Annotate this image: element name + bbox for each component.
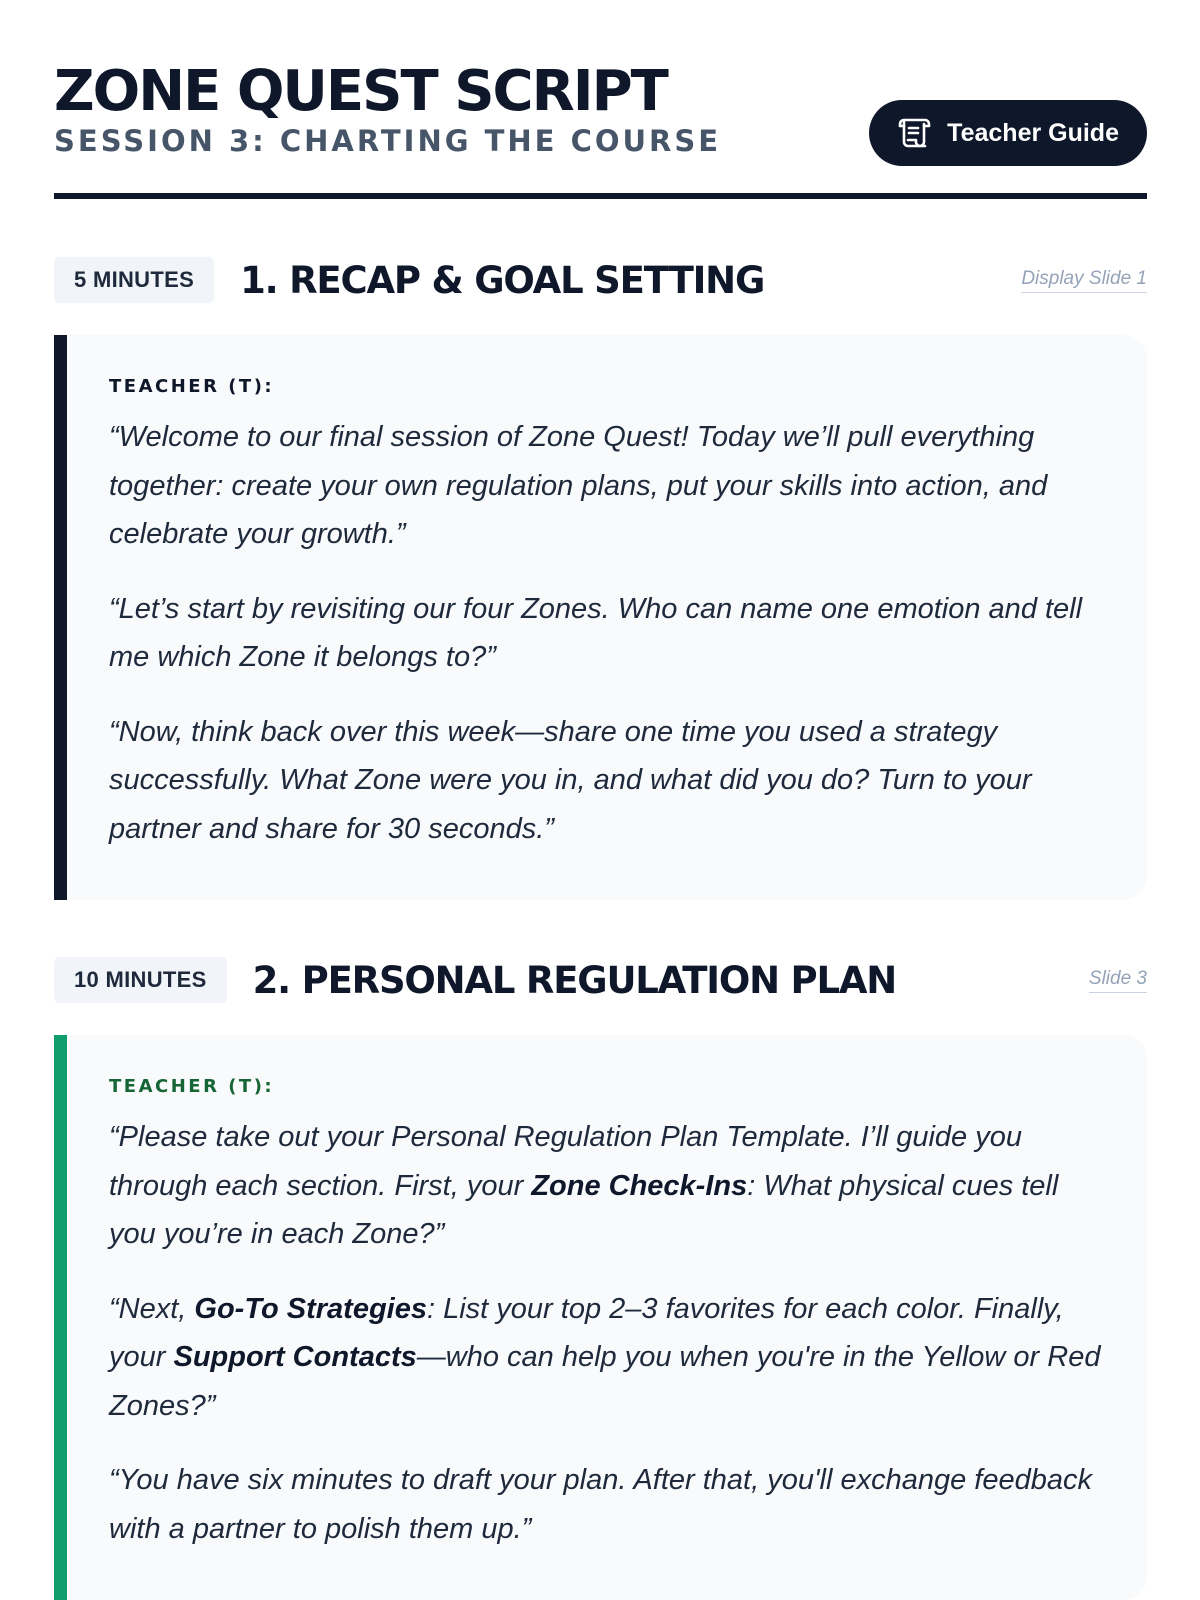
script-text: —who can help you when you're in the Yellow or Red Zones?” bbox=[109, 1341, 1101, 1422]
script-paragraph bbox=[109, 1113, 1103, 1259]
card-accent-bar bbox=[54, 1035, 67, 1600]
script-text: “Please take out your Personal Regulation Plan Template. I’ll guide you through each section. First, your bbox=[109, 1121, 1022, 1202]
teacher-guide-button[interactable] bbox=[869, 100, 1147, 166]
page-header bbox=[54, 52, 1147, 202]
script-text: : List your top 2–3 favorites for each color. Finally, your bbox=[109, 1292, 1064, 1373]
page-title: ZONE QUEST SCRIPT bbox=[54, 59, 667, 124]
scroll-icon bbox=[895, 114, 933, 152]
script-paragraph bbox=[109, 1456, 1103, 1553]
section-heading bbox=[54, 255, 1147, 305]
page-subtitle: SESSION 3: CHARTING THE COURSE bbox=[54, 124, 722, 158]
script-text: : What physical cues tell you you’re in each Zone?” bbox=[109, 1169, 1059, 1250]
script-text: “Next, bbox=[109, 1292, 195, 1325]
script-text: “Welcome to our final session of Zone Quest! Today we’ll pull everything together: create your own regulation plans, put your skills into action, and celebrate your growth.” bbox=[109, 421, 1048, 550]
emphasis-term: Support Contacts bbox=[173, 1341, 417, 1373]
script-card bbox=[54, 335, 1147, 900]
duration-badge: 5 MINUTES bbox=[54, 257, 214, 303]
script-paragraph bbox=[109, 413, 1103, 559]
section-title: 2. PERSONAL REGULATION PLAN bbox=[252, 958, 897, 1002]
speaker-label: TEACHER (T): bbox=[109, 1076, 275, 1097]
card-content bbox=[109, 375, 1103, 853]
script-paragraph bbox=[109, 585, 1103, 682]
section-heading bbox=[54, 955, 1147, 1005]
slide-link[interactable]: Slide 3 bbox=[1089, 968, 1147, 993]
display-slide-link[interactable]: Display Slide 1 bbox=[1021, 268, 1147, 293]
section-title: 1. RECAP & GOAL SETTING bbox=[240, 258, 765, 302]
script-paragraph bbox=[109, 708, 1103, 854]
emphasis-term: Zone Check-Ins bbox=[531, 1169, 748, 1202]
teacher-guide-label: Teacher Guide bbox=[947, 118, 1119, 147]
script-card bbox=[54, 1035, 1147, 1600]
card-accent-bar bbox=[54, 335, 67, 900]
script-paragraph bbox=[109, 1285, 1103, 1431]
card-content bbox=[109, 1075, 1103, 1553]
script-text: “You have six minutes to draft your plan. After that, you'll exchange feedback with a partner to polish them up.” bbox=[109, 1464, 1092, 1545]
duration-badge: 10 MINUTES bbox=[54, 957, 227, 1003]
header-divider bbox=[54, 193, 1147, 199]
emphasis-term: Go-To Strategies bbox=[194, 1292, 427, 1325]
script-text: “Now, think back over this week—share one time you used a strategy successfully. What Zone were you in, and what did you do? Turn to your partner and share for 30 seconds.” bbox=[109, 715, 1032, 845]
script-text: “Let’s start by revisiting our four Zones. Who can name one emotion and tell me which Zone it belongs to?” bbox=[109, 592, 1083, 673]
speaker-label: TEACHER (T): bbox=[109, 376, 275, 397]
